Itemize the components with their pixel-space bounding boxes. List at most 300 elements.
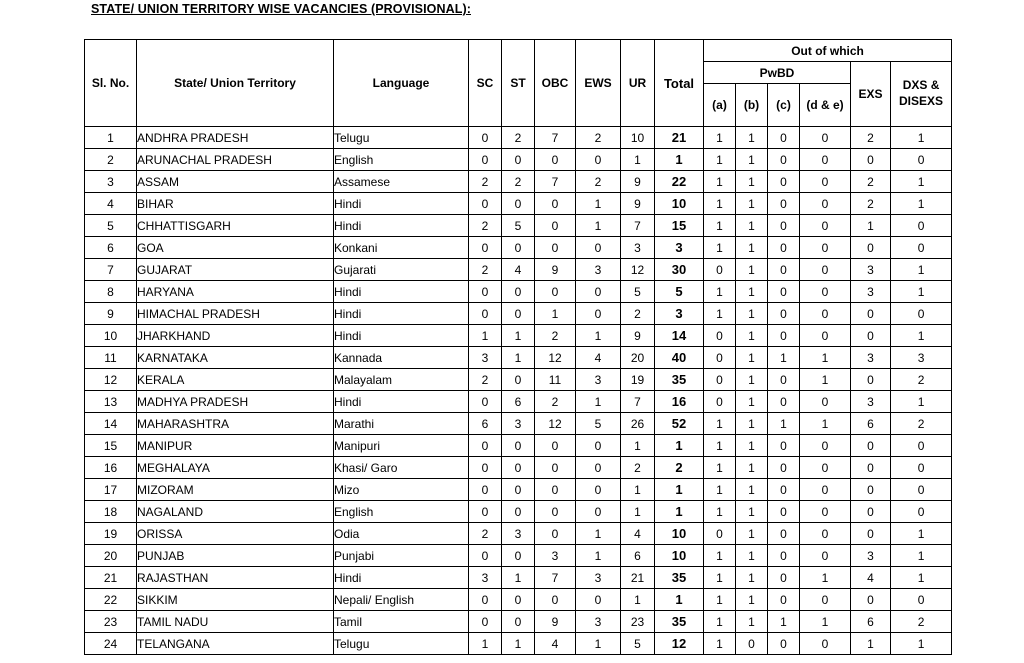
cell-state: MANIPUR bbox=[137, 435, 334, 457]
cell-ews: 5 bbox=[576, 413, 621, 435]
cell-st: 0 bbox=[502, 149, 535, 171]
cell-pwbd-c: 0 bbox=[768, 303, 800, 325]
cell-pwbd-a: 0 bbox=[704, 391, 736, 413]
cell-obc: 7 bbox=[535, 127, 576, 149]
cell-dxs-disexs: 1 bbox=[891, 325, 952, 347]
header-obc: OBC bbox=[535, 40, 576, 127]
table-row bbox=[85, 567, 952, 589]
cell-st: 0 bbox=[502, 545, 535, 567]
cell-pwbd-b: 1 bbox=[736, 523, 768, 545]
cell-pwbd-b: 1 bbox=[736, 149, 768, 171]
cell-language: Gujarati bbox=[334, 259, 469, 281]
cell-exs: 0 bbox=[851, 589, 891, 611]
cell-dxs-disexs: 1 bbox=[891, 259, 952, 281]
cell-pwbd-de: 0 bbox=[800, 589, 851, 611]
cell-pwbd-de: 1 bbox=[800, 347, 851, 369]
cell-language: Punjabi bbox=[334, 545, 469, 567]
cell-ur: 1 bbox=[621, 501, 655, 523]
cell-state: MAHARASHTRA bbox=[137, 413, 334, 435]
cell-dxs-disexs: 0 bbox=[891, 589, 952, 611]
cell-sl-no: 14 bbox=[85, 413, 137, 435]
cell-pwbd-a: 1 bbox=[704, 281, 736, 303]
cell-exs: 1 bbox=[851, 633, 891, 655]
cell-total: 10 bbox=[655, 523, 704, 545]
cell-pwbd-c: 0 bbox=[768, 501, 800, 523]
cell-sl-no: 19 bbox=[85, 523, 137, 545]
cell-language: English bbox=[334, 501, 469, 523]
vacancies-table bbox=[84, 39, 952, 655]
cell-dxs-disexs: 1 bbox=[891, 281, 952, 303]
cell-sl-no: 22 bbox=[85, 589, 137, 611]
cell-obc: 1 bbox=[535, 303, 576, 325]
cell-sc: 2 bbox=[469, 259, 502, 281]
cell-exs: 6 bbox=[851, 611, 891, 633]
cell-state: BIHAR bbox=[137, 193, 334, 215]
cell-st: 3 bbox=[502, 413, 535, 435]
cell-total: 35 bbox=[655, 611, 704, 633]
cell-st: 0 bbox=[502, 501, 535, 523]
cell-language: Manipuri bbox=[334, 435, 469, 457]
cell-pwbd-de: 0 bbox=[800, 303, 851, 325]
cell-obc: 0 bbox=[535, 149, 576, 171]
cell-exs: 4 bbox=[851, 567, 891, 589]
cell-sl-no: 16 bbox=[85, 457, 137, 479]
cell-language: Khasi/ Garo bbox=[334, 457, 469, 479]
cell-exs: 3 bbox=[851, 545, 891, 567]
table-row bbox=[85, 259, 952, 281]
cell-pwbd-a: 1 bbox=[704, 215, 736, 237]
cell-pwbd-de: 0 bbox=[800, 457, 851, 479]
cell-sc: 2 bbox=[469, 215, 502, 237]
cell-obc: 0 bbox=[535, 479, 576, 501]
cell-dxs-disexs: 0 bbox=[891, 149, 952, 171]
table-row bbox=[85, 369, 952, 391]
cell-sl-no: 17 bbox=[85, 479, 137, 501]
cell-pwbd-c: 1 bbox=[768, 413, 800, 435]
cell-language: Kannada bbox=[334, 347, 469, 369]
cell-pwbd-c: 0 bbox=[768, 545, 800, 567]
cell-pwbd-a: 1 bbox=[704, 237, 736, 259]
table-row bbox=[85, 347, 952, 369]
cell-pwbd-de: 0 bbox=[800, 127, 851, 149]
table-body bbox=[85, 127, 952, 655]
cell-exs: 3 bbox=[851, 259, 891, 281]
cell-st: 1 bbox=[502, 347, 535, 369]
header-sl-no: Sl. No. bbox=[85, 40, 137, 127]
table-row bbox=[85, 193, 952, 215]
cell-pwbd-c: 0 bbox=[768, 369, 800, 391]
cell-obc: 2 bbox=[535, 391, 576, 413]
cell-pwbd-de: 1 bbox=[800, 567, 851, 589]
cell-ur: 9 bbox=[621, 325, 655, 347]
cell-pwbd-b: 1 bbox=[736, 457, 768, 479]
cell-ews: 0 bbox=[576, 435, 621, 457]
cell-exs: 0 bbox=[851, 501, 891, 523]
cell-dxs-disexs: 2 bbox=[891, 413, 952, 435]
cell-sc: 1 bbox=[469, 633, 502, 655]
cell-sc: 3 bbox=[469, 347, 502, 369]
cell-obc: 12 bbox=[535, 413, 576, 435]
cell-pwbd-c: 0 bbox=[768, 259, 800, 281]
cell-pwbd-c: 0 bbox=[768, 237, 800, 259]
cell-st: 0 bbox=[502, 611, 535, 633]
cell-obc: 11 bbox=[535, 369, 576, 391]
header-pwbd: PwBD bbox=[704, 62, 851, 84]
cell-total: 1 bbox=[655, 435, 704, 457]
cell-st: 0 bbox=[502, 457, 535, 479]
cell-exs: 0 bbox=[851, 369, 891, 391]
cell-pwbd-de: 0 bbox=[800, 193, 851, 215]
cell-dxs-disexs: 1 bbox=[891, 523, 952, 545]
cell-obc: 2 bbox=[535, 325, 576, 347]
cell-language: Assamese bbox=[334, 171, 469, 193]
cell-pwbd-c: 0 bbox=[768, 171, 800, 193]
cell-pwbd-a: 1 bbox=[704, 633, 736, 655]
cell-pwbd-b: 1 bbox=[736, 193, 768, 215]
cell-st: 1 bbox=[502, 567, 535, 589]
cell-total: 3 bbox=[655, 237, 704, 259]
cell-pwbd-de: 0 bbox=[800, 545, 851, 567]
cell-st: 0 bbox=[502, 435, 535, 457]
cell-sc: 0 bbox=[469, 193, 502, 215]
table-row bbox=[85, 149, 952, 171]
header-pwbd-c: (c) bbox=[768, 84, 800, 127]
cell-pwbd-de: 0 bbox=[800, 325, 851, 347]
cell-language: Hindi bbox=[334, 281, 469, 303]
cell-dxs-disexs: 0 bbox=[891, 215, 952, 237]
cell-st: 0 bbox=[502, 193, 535, 215]
cell-pwbd-a: 0 bbox=[704, 347, 736, 369]
cell-pwbd-de: 0 bbox=[800, 479, 851, 501]
cell-exs: 3 bbox=[851, 391, 891, 413]
cell-exs: 2 bbox=[851, 171, 891, 193]
cell-total: 1 bbox=[655, 501, 704, 523]
cell-pwbd-b: 1 bbox=[736, 479, 768, 501]
cell-state: KERALA bbox=[137, 369, 334, 391]
cell-ews: 1 bbox=[576, 633, 621, 655]
cell-pwbd-c: 0 bbox=[768, 215, 800, 237]
cell-sl-no: 24 bbox=[85, 633, 137, 655]
header-disexs: DISEXS bbox=[899, 94, 944, 108]
cell-exs: 0 bbox=[851, 435, 891, 457]
cell-total: 10 bbox=[655, 545, 704, 567]
cell-ur: 20 bbox=[621, 347, 655, 369]
cell-language: Telugu bbox=[334, 633, 469, 655]
cell-language: Malayalam bbox=[334, 369, 469, 391]
cell-language: Hindi bbox=[334, 303, 469, 325]
cell-exs: 0 bbox=[851, 325, 891, 347]
cell-sc: 3 bbox=[469, 567, 502, 589]
header-dxs: DXS & bbox=[902, 78, 940, 93]
cell-pwbd-a: 0 bbox=[704, 259, 736, 281]
cell-total: 30 bbox=[655, 259, 704, 281]
cell-language: Konkani bbox=[334, 237, 469, 259]
cell-pwbd-c: 1 bbox=[768, 347, 800, 369]
cell-state: MIZORAM bbox=[137, 479, 334, 501]
cell-pwbd-c: 0 bbox=[768, 567, 800, 589]
cell-sc: 2 bbox=[469, 171, 502, 193]
cell-sl-no: 9 bbox=[85, 303, 137, 325]
cell-pwbd-b: 1 bbox=[736, 215, 768, 237]
cell-total: 40 bbox=[655, 347, 704, 369]
cell-state: ARUNACHAL PRADESH bbox=[137, 149, 334, 171]
cell-total: 21 bbox=[655, 127, 704, 149]
cell-language: English bbox=[334, 149, 469, 171]
cell-sc: 2 bbox=[469, 523, 502, 545]
cell-obc: 4 bbox=[535, 633, 576, 655]
cell-obc: 0 bbox=[535, 281, 576, 303]
cell-sl-no: 8 bbox=[85, 281, 137, 303]
table-row bbox=[85, 127, 952, 149]
cell-ur: 26 bbox=[621, 413, 655, 435]
cell-ur: 19 bbox=[621, 369, 655, 391]
cell-sc: 0 bbox=[469, 611, 502, 633]
cell-sc: 0 bbox=[469, 501, 502, 523]
cell-pwbd-b: 1 bbox=[736, 567, 768, 589]
cell-sl-no: 2 bbox=[85, 149, 137, 171]
cell-pwbd-c: 0 bbox=[768, 281, 800, 303]
cell-ur: 2 bbox=[621, 457, 655, 479]
cell-language: Mizo bbox=[334, 479, 469, 501]
cell-ur: 5 bbox=[621, 633, 655, 655]
cell-pwbd-b: 1 bbox=[736, 545, 768, 567]
cell-sc: 1 bbox=[469, 325, 502, 347]
cell-ews: 0 bbox=[576, 479, 621, 501]
cell-pwbd-c: 0 bbox=[768, 193, 800, 215]
cell-pwbd-c: 0 bbox=[768, 391, 800, 413]
cell-pwbd-de: 0 bbox=[800, 523, 851, 545]
cell-total: 1 bbox=[655, 479, 704, 501]
cell-st: 2 bbox=[502, 127, 535, 149]
cell-pwbd-de: 1 bbox=[800, 413, 851, 435]
cell-sc: 2 bbox=[469, 369, 502, 391]
cell-language: Hindi bbox=[334, 391, 469, 413]
cell-dxs-disexs: 1 bbox=[891, 633, 952, 655]
cell-dxs-disexs: 1 bbox=[891, 171, 952, 193]
cell-pwbd-a: 1 bbox=[704, 127, 736, 149]
cell-sc: 0 bbox=[469, 479, 502, 501]
cell-ews: 1 bbox=[576, 193, 621, 215]
cell-language: Marathi bbox=[334, 413, 469, 435]
cell-language: Tamil bbox=[334, 611, 469, 633]
cell-pwbd-a: 0 bbox=[704, 369, 736, 391]
cell-ews: 3 bbox=[576, 369, 621, 391]
cell-ur: 5 bbox=[621, 281, 655, 303]
cell-exs: 0 bbox=[851, 149, 891, 171]
cell-pwbd-a: 1 bbox=[704, 457, 736, 479]
table-row bbox=[85, 523, 952, 545]
cell-pwbd-c: 0 bbox=[768, 149, 800, 171]
cell-st: 0 bbox=[502, 369, 535, 391]
cell-pwbd-de: 0 bbox=[800, 391, 851, 413]
cell-language: Hindi bbox=[334, 215, 469, 237]
cell-pwbd-a: 1 bbox=[704, 171, 736, 193]
cell-sc: 0 bbox=[469, 303, 502, 325]
cell-pwbd-c: 0 bbox=[768, 457, 800, 479]
cell-pwbd-b: 1 bbox=[736, 391, 768, 413]
cell-sc: 0 bbox=[469, 127, 502, 149]
cell-total: 2 bbox=[655, 457, 704, 479]
cell-sl-no: 1 bbox=[85, 127, 137, 149]
cell-exs: 6 bbox=[851, 413, 891, 435]
cell-obc: 9 bbox=[535, 611, 576, 633]
cell-dxs-disexs: 0 bbox=[891, 501, 952, 523]
cell-ews: 0 bbox=[576, 501, 621, 523]
cell-dxs-disexs: 1 bbox=[891, 391, 952, 413]
cell-total: 15 bbox=[655, 215, 704, 237]
cell-pwbd-de: 0 bbox=[800, 281, 851, 303]
cell-exs: 3 bbox=[851, 347, 891, 369]
cell-obc: 0 bbox=[535, 215, 576, 237]
cell-pwbd-c: 0 bbox=[768, 325, 800, 347]
cell-state: ANDHRA PRADESH bbox=[137, 127, 334, 149]
cell-st: 4 bbox=[502, 259, 535, 281]
cell-state: MEGHALAYA bbox=[137, 457, 334, 479]
cell-ews: 0 bbox=[576, 303, 621, 325]
cell-ur: 3 bbox=[621, 237, 655, 259]
cell-state: GUJARAT bbox=[137, 259, 334, 281]
cell-sl-no: 18 bbox=[85, 501, 137, 523]
cell-obc: 0 bbox=[535, 523, 576, 545]
table-row bbox=[85, 281, 952, 303]
cell-ur: 6 bbox=[621, 545, 655, 567]
cell-sl-no: 10 bbox=[85, 325, 137, 347]
cell-obc: 12 bbox=[535, 347, 576, 369]
cell-state: MADHYA PRADESH bbox=[137, 391, 334, 413]
cell-ur: 1 bbox=[621, 479, 655, 501]
cell-state: JHARKHAND bbox=[137, 325, 334, 347]
cell-sl-no: 15 bbox=[85, 435, 137, 457]
cell-st: 3 bbox=[502, 523, 535, 545]
cell-ur: 7 bbox=[621, 215, 655, 237]
cell-dxs-disexs: 2 bbox=[891, 611, 952, 633]
cell-pwbd-a: 0 bbox=[704, 523, 736, 545]
cell-pwbd-de: 0 bbox=[800, 501, 851, 523]
cell-exs: 0 bbox=[851, 523, 891, 545]
cell-ur: 21 bbox=[621, 567, 655, 589]
cell-pwbd-de: 0 bbox=[800, 435, 851, 457]
cell-st: 0 bbox=[502, 281, 535, 303]
cell-ews: 1 bbox=[576, 523, 621, 545]
cell-obc: 9 bbox=[535, 259, 576, 281]
header-pwbd-b: (b) bbox=[736, 84, 768, 127]
cell-total: 22 bbox=[655, 171, 704, 193]
cell-total: 1 bbox=[655, 589, 704, 611]
cell-pwbd-de: 0 bbox=[800, 149, 851, 171]
cell-sl-no: 21 bbox=[85, 567, 137, 589]
cell-ur: 1 bbox=[621, 435, 655, 457]
header-pwbd-de: (d & e) bbox=[800, 84, 851, 127]
cell-pwbd-c: 1 bbox=[768, 611, 800, 633]
cell-ews: 1 bbox=[576, 391, 621, 413]
cell-obc: 0 bbox=[535, 193, 576, 215]
cell-dxs-disexs: 0 bbox=[891, 303, 952, 325]
cell-dxs-disexs: 2 bbox=[891, 369, 952, 391]
cell-pwbd-c: 0 bbox=[768, 523, 800, 545]
cell-language: Odia bbox=[334, 523, 469, 545]
cell-pwbd-a: 1 bbox=[704, 435, 736, 457]
cell-pwbd-b: 1 bbox=[736, 589, 768, 611]
cell-obc: 0 bbox=[535, 457, 576, 479]
cell-exs: 0 bbox=[851, 479, 891, 501]
cell-pwbd-de: 0 bbox=[800, 259, 851, 281]
cell-pwbd-a: 1 bbox=[704, 611, 736, 633]
cell-sl-no: 11 bbox=[85, 347, 137, 369]
cell-pwbd-b: 0 bbox=[736, 633, 768, 655]
cell-pwbd-b: 1 bbox=[736, 259, 768, 281]
cell-st: 2 bbox=[502, 171, 535, 193]
cell-ur: 2 bbox=[621, 303, 655, 325]
cell-state: KARNATAKA bbox=[137, 347, 334, 369]
cell-pwbd-de: 0 bbox=[800, 171, 851, 193]
header-exs: EXS bbox=[851, 62, 891, 127]
cell-pwbd-b: 1 bbox=[736, 413, 768, 435]
header-sc: SC bbox=[469, 40, 502, 127]
cell-state: TELANGANA bbox=[137, 633, 334, 655]
cell-language: Hindi bbox=[334, 567, 469, 589]
cell-st: 6 bbox=[502, 391, 535, 413]
cell-st: 1 bbox=[502, 325, 535, 347]
cell-pwbd-de: 1 bbox=[800, 369, 851, 391]
header-total: Total bbox=[655, 40, 704, 127]
cell-total: 14 bbox=[655, 325, 704, 347]
cell-dxs-disexs: 1 bbox=[891, 567, 952, 589]
cell-sc: 0 bbox=[469, 149, 502, 171]
cell-ews: 2 bbox=[576, 171, 621, 193]
table-row bbox=[85, 325, 952, 347]
cell-sc: 0 bbox=[469, 589, 502, 611]
cell-state: ORISSA bbox=[137, 523, 334, 545]
header-dxs-disexs bbox=[891, 62, 952, 127]
cell-sc: 0 bbox=[469, 457, 502, 479]
cell-state: GOA bbox=[137, 237, 334, 259]
cell-state: PUNJAB bbox=[137, 545, 334, 567]
cell-ur: 1 bbox=[621, 149, 655, 171]
cell-sl-no: 20 bbox=[85, 545, 137, 567]
cell-st: 0 bbox=[502, 479, 535, 501]
table-row bbox=[85, 215, 952, 237]
cell-pwbd-a: 1 bbox=[704, 303, 736, 325]
cell-total: 1 bbox=[655, 149, 704, 171]
cell-state: SIKKIM bbox=[137, 589, 334, 611]
cell-ews: 1 bbox=[576, 325, 621, 347]
cell-obc: 3 bbox=[535, 545, 576, 567]
cell-obc: 0 bbox=[535, 237, 576, 259]
cell-exs: 0 bbox=[851, 303, 891, 325]
cell-total: 16 bbox=[655, 391, 704, 413]
cell-sl-no: 5 bbox=[85, 215, 137, 237]
cell-total: 52 bbox=[655, 413, 704, 435]
cell-obc: 0 bbox=[535, 501, 576, 523]
cell-exs: 1 bbox=[851, 215, 891, 237]
cell-sl-no: 12 bbox=[85, 369, 137, 391]
cell-sc: 0 bbox=[469, 545, 502, 567]
cell-exs: 2 bbox=[851, 127, 891, 149]
cell-ur: 9 bbox=[621, 193, 655, 215]
header-ews: EWS bbox=[576, 40, 621, 127]
cell-ur: 9 bbox=[621, 171, 655, 193]
table-row bbox=[85, 237, 952, 259]
cell-total: 5 bbox=[655, 281, 704, 303]
cell-dxs-disexs: 0 bbox=[891, 435, 952, 457]
cell-pwbd-b: 1 bbox=[736, 303, 768, 325]
cell-pwbd-b: 1 bbox=[736, 501, 768, 523]
cell-language: Hindi bbox=[334, 193, 469, 215]
cell-pwbd-a: 0 bbox=[704, 325, 736, 347]
cell-dxs-disexs: 1 bbox=[891, 193, 952, 215]
cell-pwbd-b: 1 bbox=[736, 435, 768, 457]
cell-ews: 1 bbox=[576, 215, 621, 237]
